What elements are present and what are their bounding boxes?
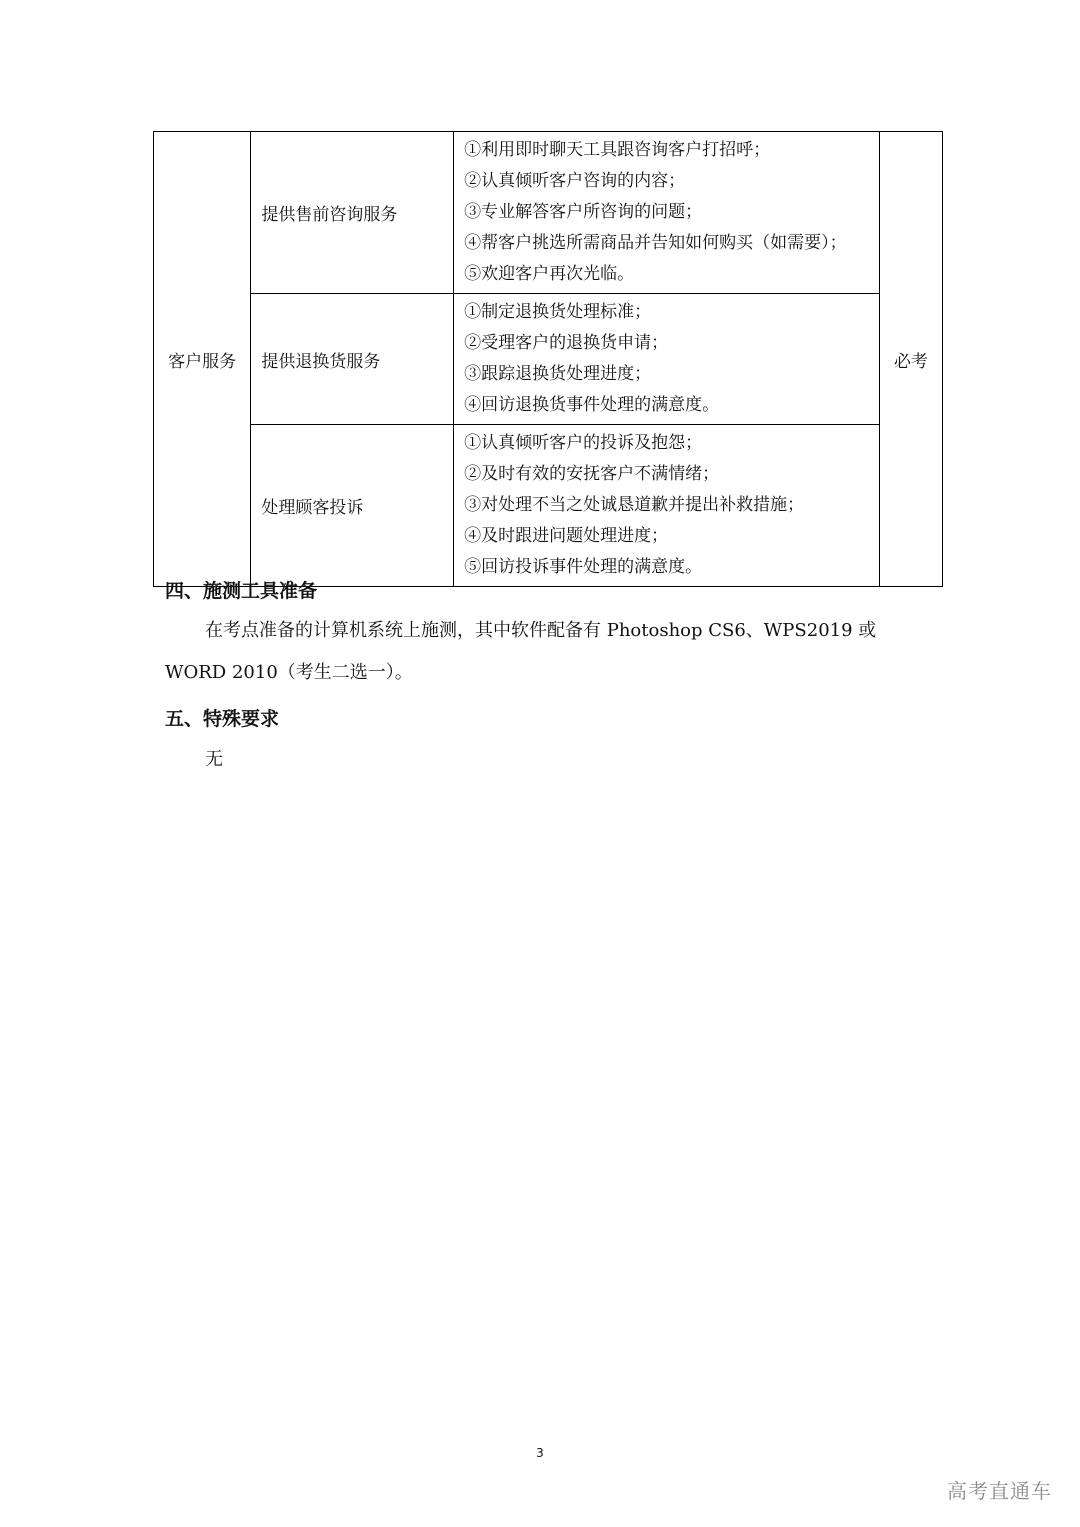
table-row [154, 425, 943, 587]
item-steps-cell [454, 425, 880, 587]
item-steps-cell [454, 294, 880, 425]
list-item: ①制定退换货处理标准； [464, 302, 652, 322]
list-item: ⑤回访投诉事件处理的满意度。 [464, 557, 703, 577]
list-item: ②认真倾听客户咨询的内容； [464, 171, 686, 191]
requirement-cell: 必考 [879, 132, 942, 587]
list-item: ④帮客户挑选所需商品并告知如何购买（如需要）； [464, 233, 847, 253]
list-item: ③跟踪退换货处理进度； [464, 364, 652, 384]
list-item: ②及时有效的安抚客户不满情绪； [464, 464, 720, 484]
list-item: ③专业解答客户所咨询的问题； [464, 202, 703, 222]
section-heading-special: 五、特殊要求 [165, 708, 280, 730]
skills-table [153, 131, 943, 587]
list-item: ①认真倾听客户的投诉及抱怨； [464, 433, 703, 453]
category-cell: 客户服务 [154, 132, 251, 587]
list-item: ⑤欢迎客户再次光临。 [464, 264, 635, 284]
list-item: ④及时跟进问题处理进度； [464, 526, 669, 546]
page-number: 3 [536, 1446, 544, 1460]
table-row [154, 294, 943, 425]
item-name-cell: 提供退换货服务 [251, 294, 454, 425]
item-name-cell: 处理顾客投诉 [251, 425, 454, 587]
step-list [464, 135, 879, 290]
section-heading-tools: 四、施测工具准备 [165, 580, 318, 602]
list-item: ②受理客户的退换货申请； [464, 333, 669, 353]
list-item: ④回访退换货事件处理的满意度。 [464, 395, 720, 415]
watermark: 高考直通车 [947, 1479, 1052, 1503]
tools-paragraph: 在考点准备的计算机系统上施测，其中软件配备有 Photoshop CS6、WPS2019 或 WORD 2010（考生二选一）。 [165, 620, 877, 683]
table-row [154, 132, 943, 294]
special-requirements-text: 无 [205, 749, 223, 770]
item-steps-cell [454, 132, 880, 294]
list-item: ①利用即时聊天工具跟咨询客户打招呼； [464, 140, 771, 160]
step-list [464, 297, 879, 421]
step-list [464, 428, 879, 583]
item-name-cell: 提供售前咨询服务 [251, 132, 454, 294]
list-item: ③对处理不当之处诚恳道歉并提出补救措施； [464, 495, 805, 515]
